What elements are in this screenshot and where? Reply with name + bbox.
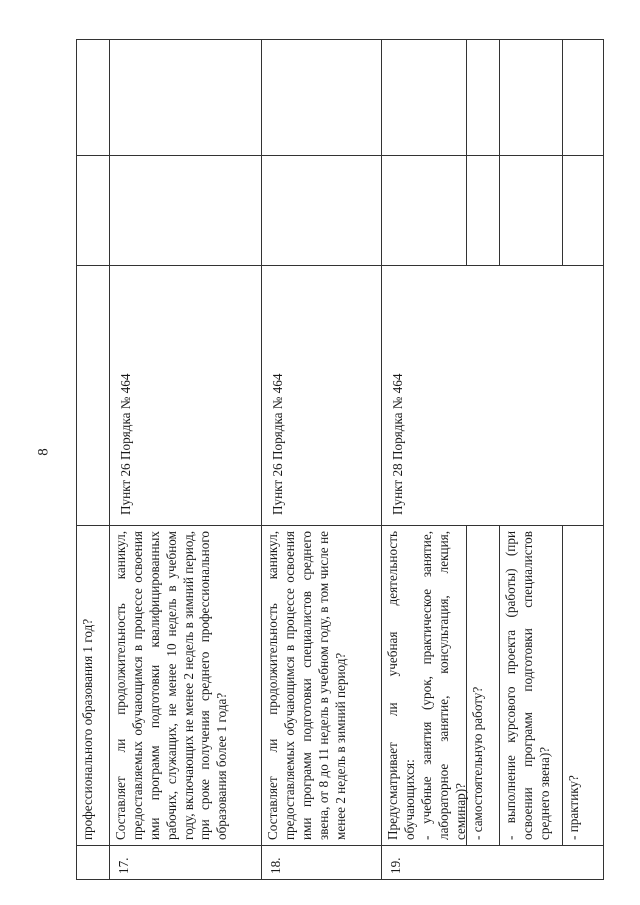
table-row-18 [262, 40, 382, 880]
question-text: Предусматривает ли учебная деятельность обучающихся: [385, 531, 417, 840]
table-row-17 [110, 40, 262, 880]
answer-cell-b [382, 40, 604, 156]
cell-answer-a-intro [77, 156, 110, 266]
answer-cell-a [382, 156, 604, 266]
reference-text: Пункт 28 Порядка № 464 [382, 266, 604, 526]
checklist-table [76, 39, 604, 880]
answer-slot [562, 40, 603, 155]
table-row-19 [382, 40, 604, 880]
cell-question-intro: профессионального образования 1 год? [77, 526, 110, 846]
answer-slot [499, 40, 562, 155]
answer-cell-a [262, 156, 382, 266]
document-frame [76, 40, 598, 880]
question-cell [382, 526, 604, 846]
answer-slot [466, 156, 499, 265]
question-text: Составляет ли продолжительность каникул, предоставляемых обучающимся в процессе освоения ими программ подготовки специалистов среднего звена, от 8 до 11 недель в учебном году, в том числе не менее 2 недель в зимний период? [262, 526, 382, 846]
answer-slot [382, 156, 466, 265]
cell-num-intro [77, 846, 110, 880]
answer-slot [499, 156, 562, 265]
reference-text: Пункт 26 Порядка № 464 [110, 266, 262, 526]
row-number: 18. [262, 846, 382, 880]
answer-slot [382, 40, 466, 155]
sub-item: - выполнение курсового проекта (работы) (при освоении программ подготовки специалистов среднего звена)? [499, 526, 562, 845]
answer-cell-b [262, 40, 382, 156]
answer-cell-b [110, 40, 262, 156]
question-text: Составляет ли продолжительность каникул, предоставляемых обучающимся в процессе освоения ими программ подготовки квалифицированных рабочих, служащих, не менее 10 недель в учебном году, включающих не менее 2 недель в зимний период, при сроке получения среднего профессионального образования более 1 года? [110, 526, 262, 846]
sub-item: - учебные занятия (урок, практическое занятие, лабораторное занятие, консультация, лекция, семинар)? [418, 531, 468, 840]
reference-text: Пункт 26 Порядка № 464 [262, 266, 382, 526]
sub-item: - практику? [562, 526, 603, 845]
cell-answer-b-intro [77, 40, 110, 156]
cell-ref-intro [77, 266, 110, 526]
row-number: 17. [110, 846, 262, 880]
rotated-content [76, 40, 598, 880]
answer-slot [562, 156, 603, 265]
row-number: 19. [382, 846, 604, 880]
page-number: 8 [35, 448, 52, 456]
sub-item: - самостоятельную работу? [466, 526, 499, 845]
answer-slot [466, 40, 499, 155]
answer-cell-a [110, 156, 262, 266]
question-group [382, 526, 466, 845]
table-row-intro [77, 40, 110, 880]
